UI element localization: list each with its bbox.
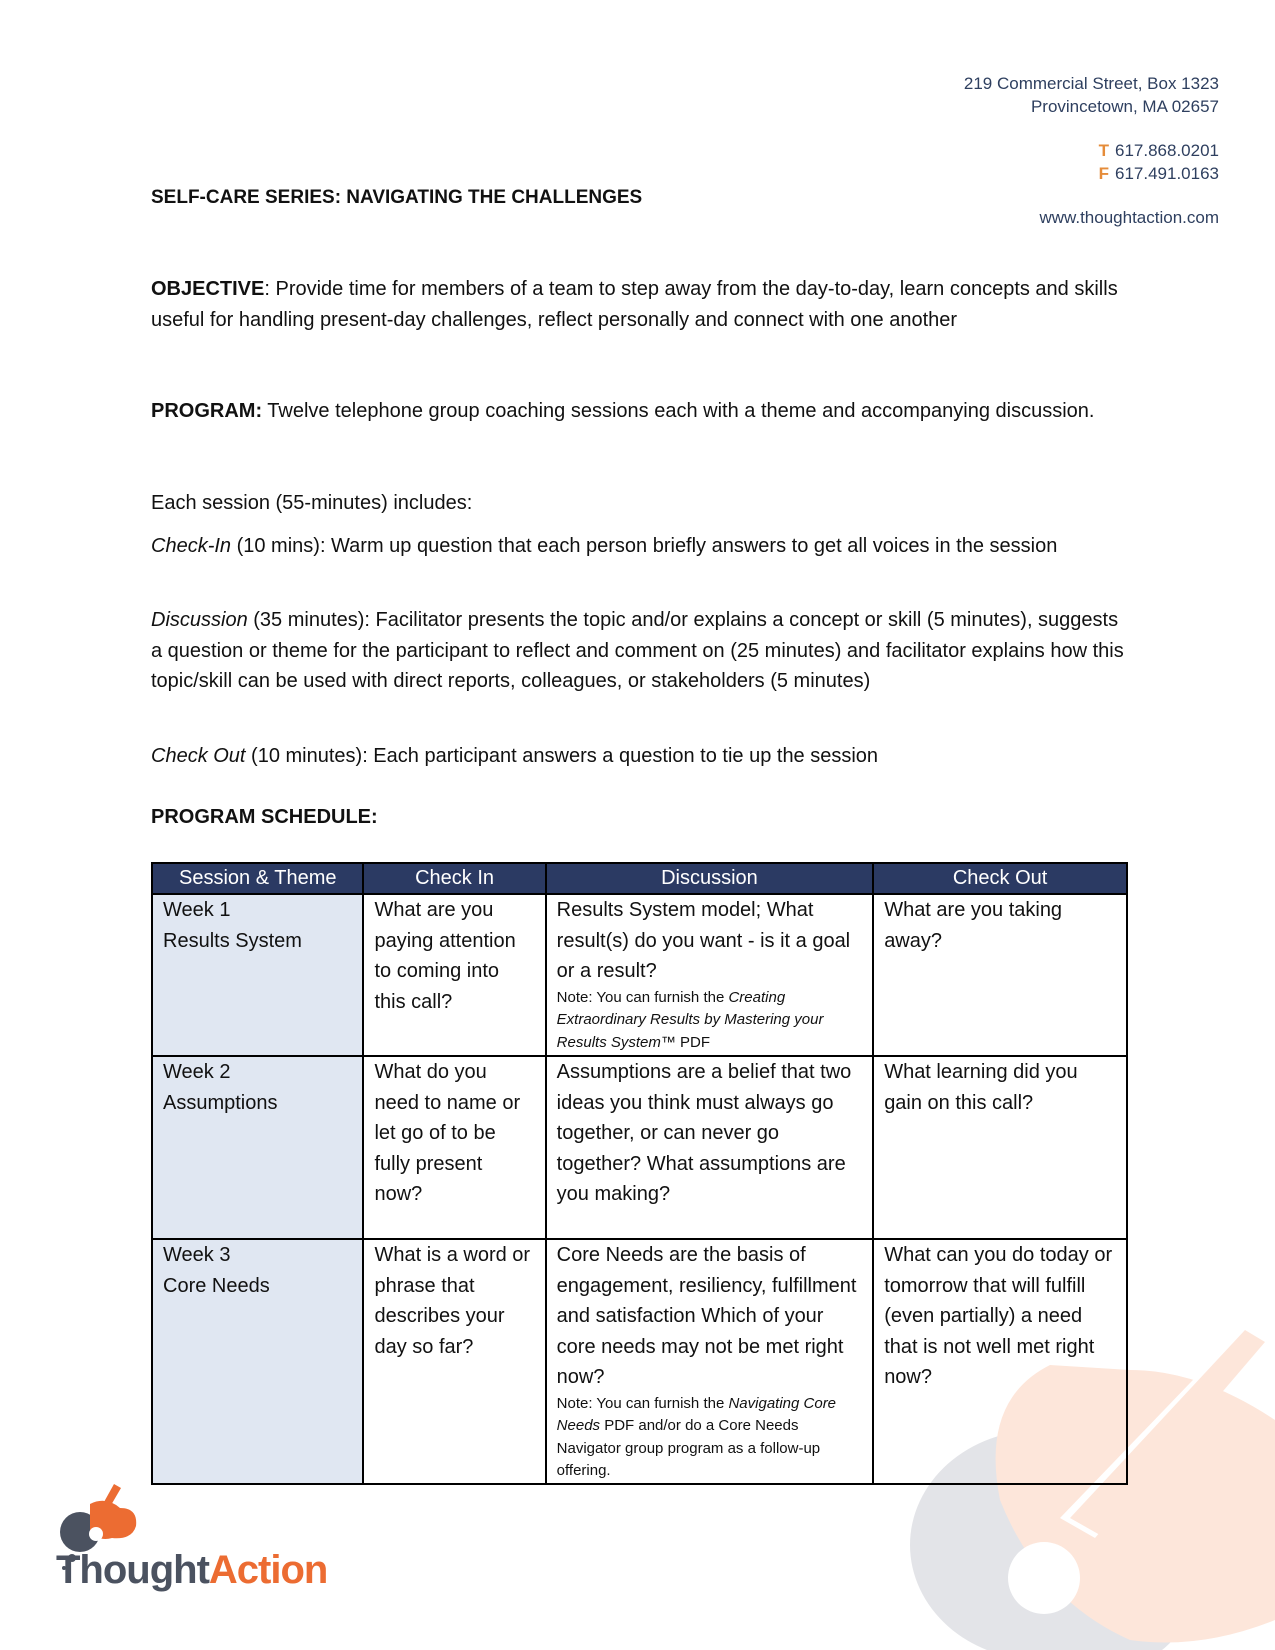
program-text: Twelve telephone group coaching sessions each with a theme and accompanying discussion.: [262, 400, 1095, 422]
component-check-in: [151, 531, 1131, 562]
note-prefix: Note: You can furnish the: [556, 1394, 729, 1412]
document-title: SELF-CARE SERIES: NAVIGATING THE CHALLENGES: [151, 187, 643, 208]
discussion-text: Results System model; What result(s) do you want - is it a goal or a result?: [556, 899, 851, 982]
check-out-cell: What can you do today or tomorrow that will fulfill (even partially) a need that is not well met right now?: [873, 1239, 1127, 1484]
theme-label: Core Needs: [163, 1274, 270, 1297]
logo-text-action: Action: [208, 1548, 328, 1592]
schedule-heading: PROGRAM SCHEDULE:: [151, 806, 378, 828]
discussion-cell: [546, 1056, 874, 1239]
theme-label: Assumptions: [163, 1091, 278, 1114]
program-label: PROGRAM:: [151, 400, 263, 422]
component-name: Check Out: [151, 745, 246, 767]
header-discussion: Discussion: [546, 863, 874, 894]
table-row: [152, 1056, 1127, 1239]
session-theme-cell: [152, 1239, 363, 1484]
week-label: Week 3: [163, 1244, 231, 1266]
logo-text-thought: Thought: [56, 1548, 209, 1592]
program-paragraph: [151, 396, 1131, 427]
website-link[interactable]: www.thoughtaction.com: [1039, 208, 1219, 227]
objective-label: OBJECTIVE: [151, 278, 265, 300]
letterhead: [964, 72, 1219, 229]
table-row: [152, 894, 1127, 1056]
discussion-note: [557, 987, 863, 1055]
discussion-cell: [546, 1239, 874, 1484]
component-text: (35 minutes): Facilitator presents the topic and/or explains a concept or skill (5 minutes), suggests a question or theme for the participant to reflect and comment on (25 minutes) and facilitator explains how this topic/skill can be used with direct reports, colleagues, or stakeholders (5 minutes): [151, 609, 1124, 692]
phone-number: 617.868.0201: [1115, 141, 1219, 160]
component-discussion: [151, 605, 1131, 697]
note-suffix: PDF: [675, 1033, 711, 1051]
note-suffix: PDF and/or do a Core Needs Navigator group program as a follow-up offering.: [556, 1417, 821, 1479]
component-check-out: [151, 741, 1131, 772]
address-line-2: Provincetown, MA 02657: [1030, 97, 1219, 116]
check-out-cell: What learning did you gain on this call?: [873, 1056, 1127, 1239]
component-name: Check-In: [151, 535, 232, 557]
check-in-cell: What are you paying attention to coming into this call?: [363, 894, 545, 1056]
fax-line: [964, 162, 1219, 185]
discussion-text: Assumptions are a belief that two ideas you think must always go together, or can never go together? What assumptions are you making?: [556, 1061, 852, 1205]
address-line-1: 219 Commercial Street, Box 1323: [963, 74, 1219, 93]
component-text: (10 minutes): Each participant answers a question to tie up the session: [245, 745, 879, 767]
discussion-note: [557, 1393, 863, 1483]
program-schedule-table: [151, 862, 1128, 1485]
component-name: Discussion: [151, 609, 248, 631]
phone-line: [964, 139, 1219, 162]
fax-number: 617.491.0163: [1115, 164, 1219, 183]
discussion-text: Core Needs are the basis of engagement, resiliency, fulfillment and satisfaction Which of your core needs may not be met right now?: [556, 1244, 857, 1388]
header-session-theme: Session & Theme: [152, 863, 363, 894]
note-prefix: Note: You can furnish the: [556, 988, 729, 1006]
component-text: (10 mins): Warm up question that each person briefly answers to get all voices in the session: [231, 535, 1058, 557]
fax-label: F: [1098, 164, 1109, 183]
objective-paragraph: [151, 274, 1131, 335]
header-check-out: Check Out: [873, 863, 1127, 894]
session-intro: Each session (55-minutes) includes:: [151, 492, 473, 514]
note-resource-title: Navigating Core Needs: [556, 1394, 837, 1434]
check-in-cell: What is a word or phrase that describes your day so far?: [363, 1239, 545, 1484]
note-resource-title: Creating Extraordinary Results by Mastering your Results System™: [556, 988, 824, 1051]
phone-label: T: [1098, 141, 1109, 160]
thoughtaction-logo: [56, 1548, 327, 1593]
check-out-cell: What are you taking away?: [873, 894, 1127, 1056]
week-label: Week 2: [163, 1061, 231, 1083]
table-row: [152, 1239, 1127, 1484]
header-check-in: Check In: [363, 863, 545, 894]
discussion-cell: [546, 894, 874, 1056]
table-header-row: [152, 863, 1127, 894]
week-label: Week 1: [163, 899, 231, 921]
check-in-cell: What do you need to name or let go of to be fully present now?: [363, 1056, 545, 1239]
session-theme-cell: [152, 1056, 363, 1239]
theme-label: Results System: [163, 929, 302, 952]
objective-text: : Provide time for members of a team to step away from the day-to-day, learn concepts and skills useful for handling present-day challenges, reflect personally and connect with one another: [151, 278, 1118, 331]
session-theme-cell: [152, 894, 363, 1056]
